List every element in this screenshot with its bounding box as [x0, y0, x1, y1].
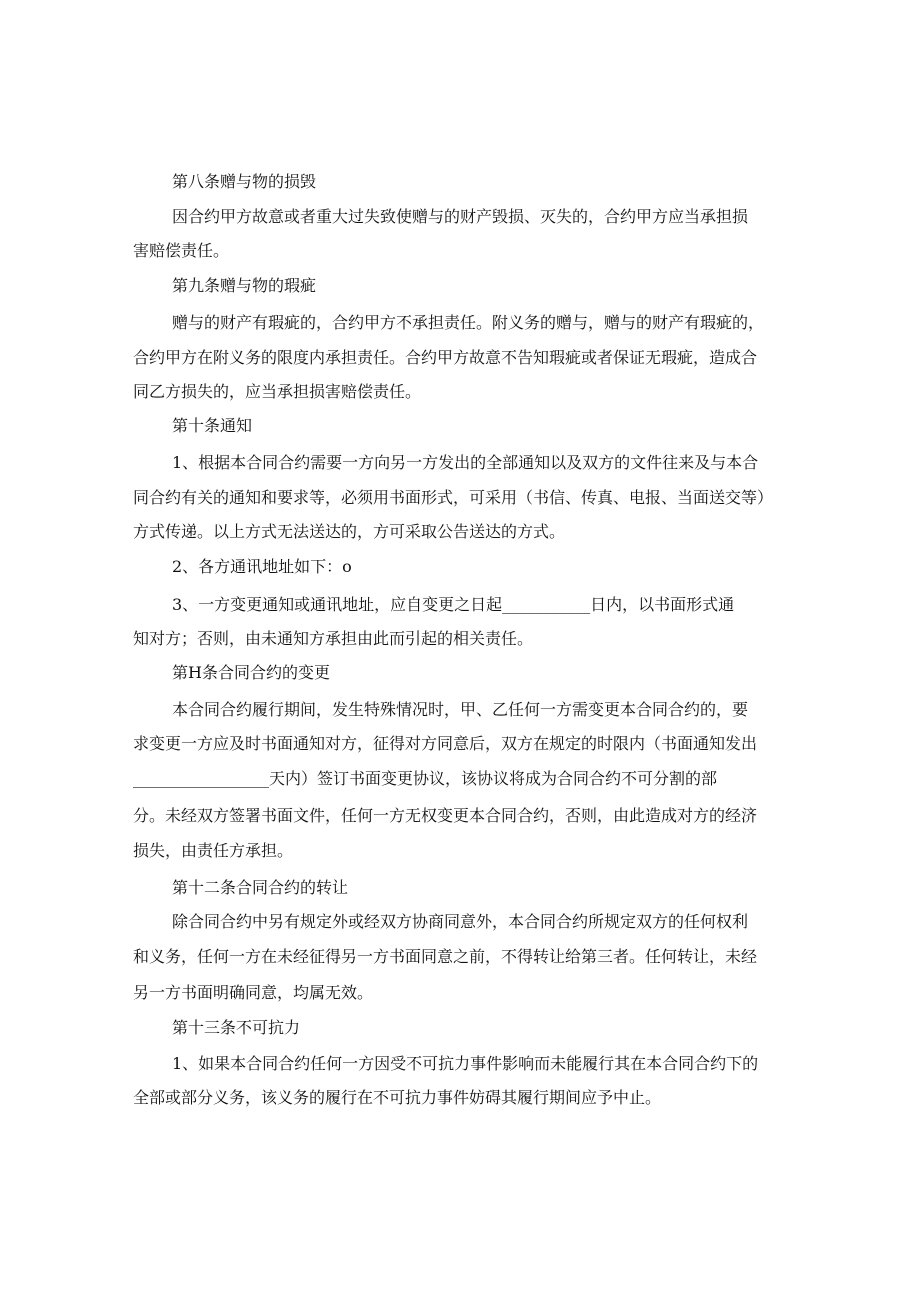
article-10-line-5: 3、一方变更通知或通讯地址，应自变更之日起___________日内，以书面形式通 — [172, 595, 735, 614]
article-11-line-1: 本合同合约履行期间，发生特殊情况时，甲、乙任何一方需变更本合同合约的，要 — [172, 700, 749, 719]
article-10-heading: 第十条通知 — [172, 416, 253, 435]
article-10-line-3: 方式传递。以上方式无法送达的，方可采取公告送达的方式。 — [133, 522, 566, 541]
article-9-line-2: 合约甲方在附义务的限度内承担责任。合约甲方故意不告知瑕疵或者保证无瑕疵，造成合 — [133, 348, 758, 367]
article-8-heading: 第八条赠与物的损毁 — [172, 172, 317, 191]
article-10-line-1: 1、根据本合同合约需要一方向另一方发出的全部通知以及双方的文件往来及与本合 — [172, 453, 759, 472]
article-11-line-2: 求变更一方应及时书面通知对方，征得对方同意后，双方在规定的时限内（书面通知发出 — [133, 734, 758, 753]
article-9-line-1: 赠与的财产有瑕疵的，合约甲方不承担责任。附义务的赠与，赠与的财产有瑕疵的， — [172, 313, 765, 332]
article-13-line-2: 全部或部分义务，该义务的履行在不可抗力事件妨碍其履行期间应予中止。 — [133, 1088, 662, 1107]
article-12-line-3: 另一方书面明确同意，均属无效。 — [133, 983, 374, 1002]
article-13-line-1: 1、如果本合同合约任何一方因受不可抗力事件影响而未能履行其在本合同合约下的 — [172, 1054, 759, 1073]
article-9-line-3: 同乙方损失的，应当承担损害赔偿责任。 — [133, 382, 422, 401]
article-8-line-2: 害赔偿责任。 — [133, 241, 230, 260]
article-12-line-1: 除合同合约中另有规定外或经双方协商同意外，本合同合约所规定双方的任何权利 — [172, 912, 749, 931]
article-11-line-4: 分。未经双方签署书面文件，任何一方无权变更本合同合约，否则，由此造成对方的经济 — [133, 806, 758, 825]
article-11-heading: 第H条合同合约的变更 — [172, 663, 330, 682]
article-13-heading: 第十三条不可抗力 — [172, 1018, 301, 1037]
article-10-line-2: 同合约有关的通知和要求等，必须用书面形式，可采用（书信、传真、电报、当面送交等） — [133, 488, 774, 507]
article-10-line-4: 2、各方通讯地址如下：o — [172, 557, 352, 576]
article-12-heading: 第十二条合同合约的转让 — [172, 878, 349, 897]
article-10-line-6: 知对方；否则，由未通知方承担由此而引起的相关责任。 — [133, 629, 534, 648]
article-9-heading: 第九条赠与物的瑕疵 — [172, 276, 317, 295]
article-11-line-3: _________________天内）签订书面变更协议，该协议将成为合同合约不可分割的部 — [133, 769, 718, 788]
article-8-line-1: 因合约甲方故意或者重大过失致使赠与的财产毁损、灭失的，合约甲方应当承担损 — [172, 207, 749, 226]
article-11-line-5: 损失，由责任方承担。 — [133, 841, 294, 860]
article-12-line-2: 和义务，任何一方在未经征得另一方书面同意之前，不得转让给第三者。任何转让，未经 — [133, 947, 758, 966]
